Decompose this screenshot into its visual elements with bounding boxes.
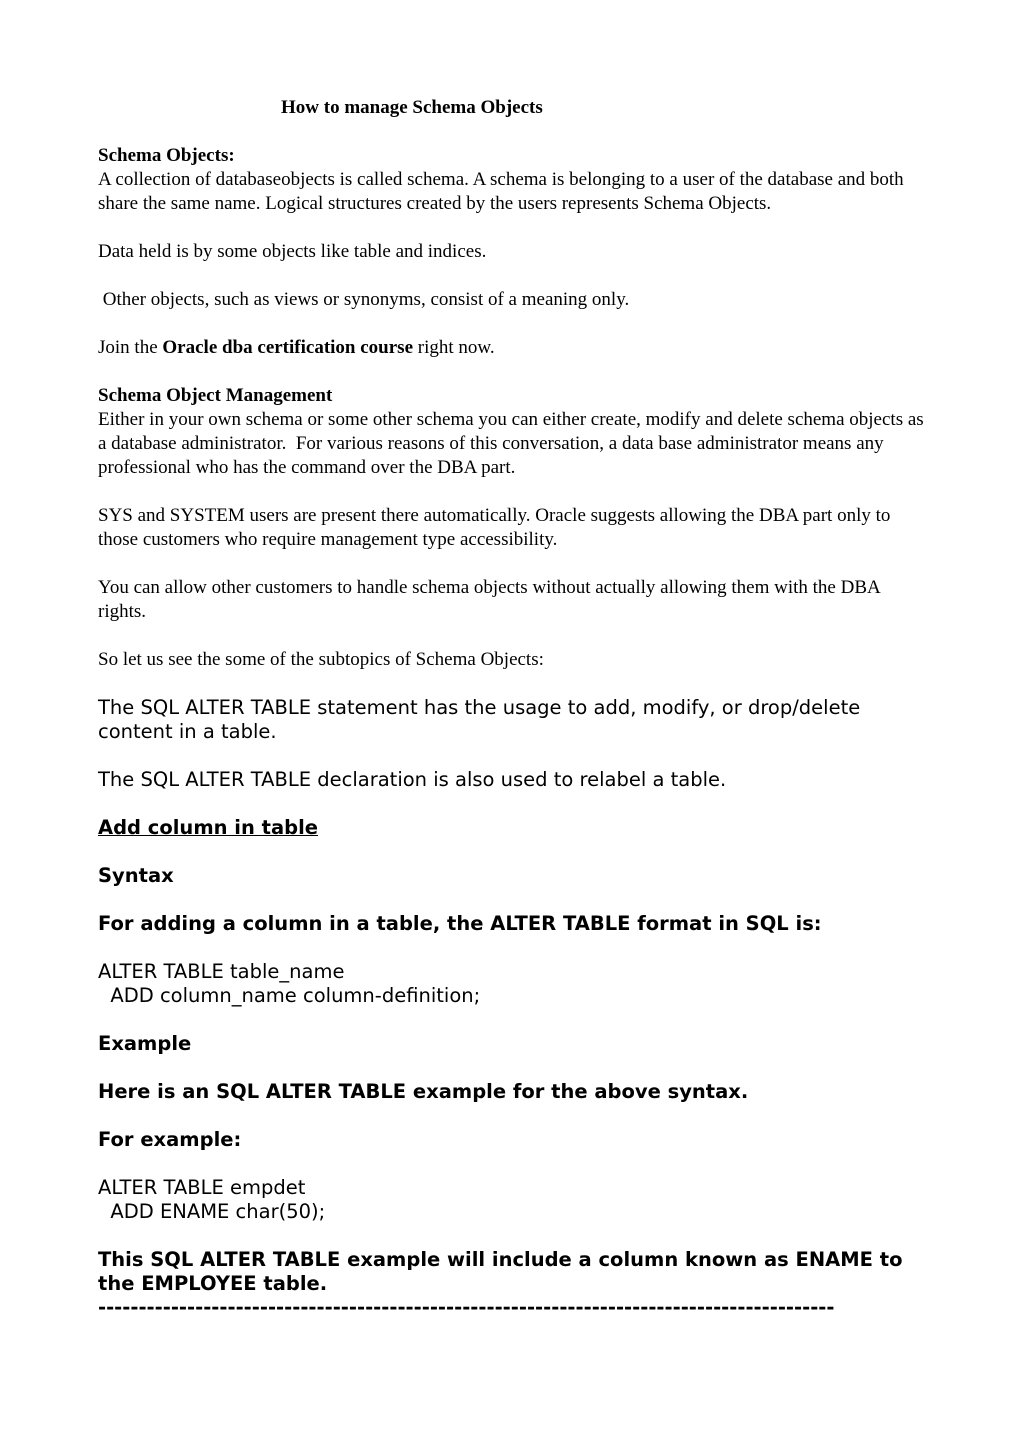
example-result-paragraph: This SQL ALTER TABLE example will include a column known as ENAME to the EMPLOYEE table. <box>98 1248 903 1295</box>
example-code-block <box>98 1176 928 1224</box>
management-heading: Schema Object Management <box>98 385 333 406</box>
join-prefix: Join the <box>98 337 163 358</box>
syntax-intro: For adding a column in a table, the ALTER TABLE format in SQL is: <box>98 912 822 935</box>
alter-usage-paragraph: The SQL ALTER TABLE statement has the usage to add, modify, or drop/delete content in a table. <box>98 696 861 743</box>
for-example-label: For example: <box>98 1128 242 1151</box>
syntax-code-line: ADD column_name column-definition; <box>98 984 481 1007</box>
add-column-heading: Add column in table <box>98 816 319 839</box>
schema-objects-heading: Schema Objects: <box>98 145 235 166</box>
join-course-paragraph <box>98 336 928 360</box>
syntax-code-line: ALTER TABLE table_name <box>98 960 345 983</box>
document-title: How to manage Schema Objects <box>281 97 543 118</box>
syntax-code-block <box>98 960 928 1008</box>
data-held-paragraph: Data held is by some objects like table and indices. <box>98 241 487 262</box>
syntax-heading: Syntax <box>98 864 174 887</box>
other-objects-paragraph: Other objects, such as views or synonyms, consist of a meaning only. <box>98 289 630 310</box>
subtopics-paragraph: So let us see the some of the subtopics of Schema Objects: <box>98 649 544 670</box>
alter-relabel-paragraph: The SQL ALTER TABLE declaration is also used to relabel a table. <box>98 768 727 791</box>
example-code-line: ADD ENAME char(50); <box>98 1200 326 1223</box>
sys-users-paragraph: SYS and SYSTEM users are present there automatically. Oracle suggests allowing the DBA part only to those customers who require management type accessibility. <box>98 505 891 550</box>
schema-objects-paragraph: A collection of databaseobjects is called schema. A schema is belonging to a user of the database and both share the same name. Logical structures created by the users represents Schema Objects. <box>98 169 904 214</box>
example-intro: Here is an SQL ALTER TABLE example for the above syntax. <box>98 1080 749 1103</box>
allow-customers-paragraph: You can allow other customers to handle schema objects without actually allowing them with the DBA rights. <box>98 577 880 622</box>
oracle-course-name: Oracle dba certification course <box>162 337 414 358</box>
document-page <box>98 96 928 1320</box>
separator-line: ------------------------------------------------------------------------------------------- <box>98 1296 835 1319</box>
join-suffix: right now. <box>413 337 495 358</box>
example-code-line: ALTER TABLE empdet <box>98 1176 306 1199</box>
example-heading: Example <box>98 1032 192 1055</box>
management-paragraph: Either in your own schema or some other schema you can either create, modify and delete schema objects as a database administrator. For various reasons of this conversation, a data base administrator means any professional who has the command over the DBA part. <box>98 409 929 478</box>
